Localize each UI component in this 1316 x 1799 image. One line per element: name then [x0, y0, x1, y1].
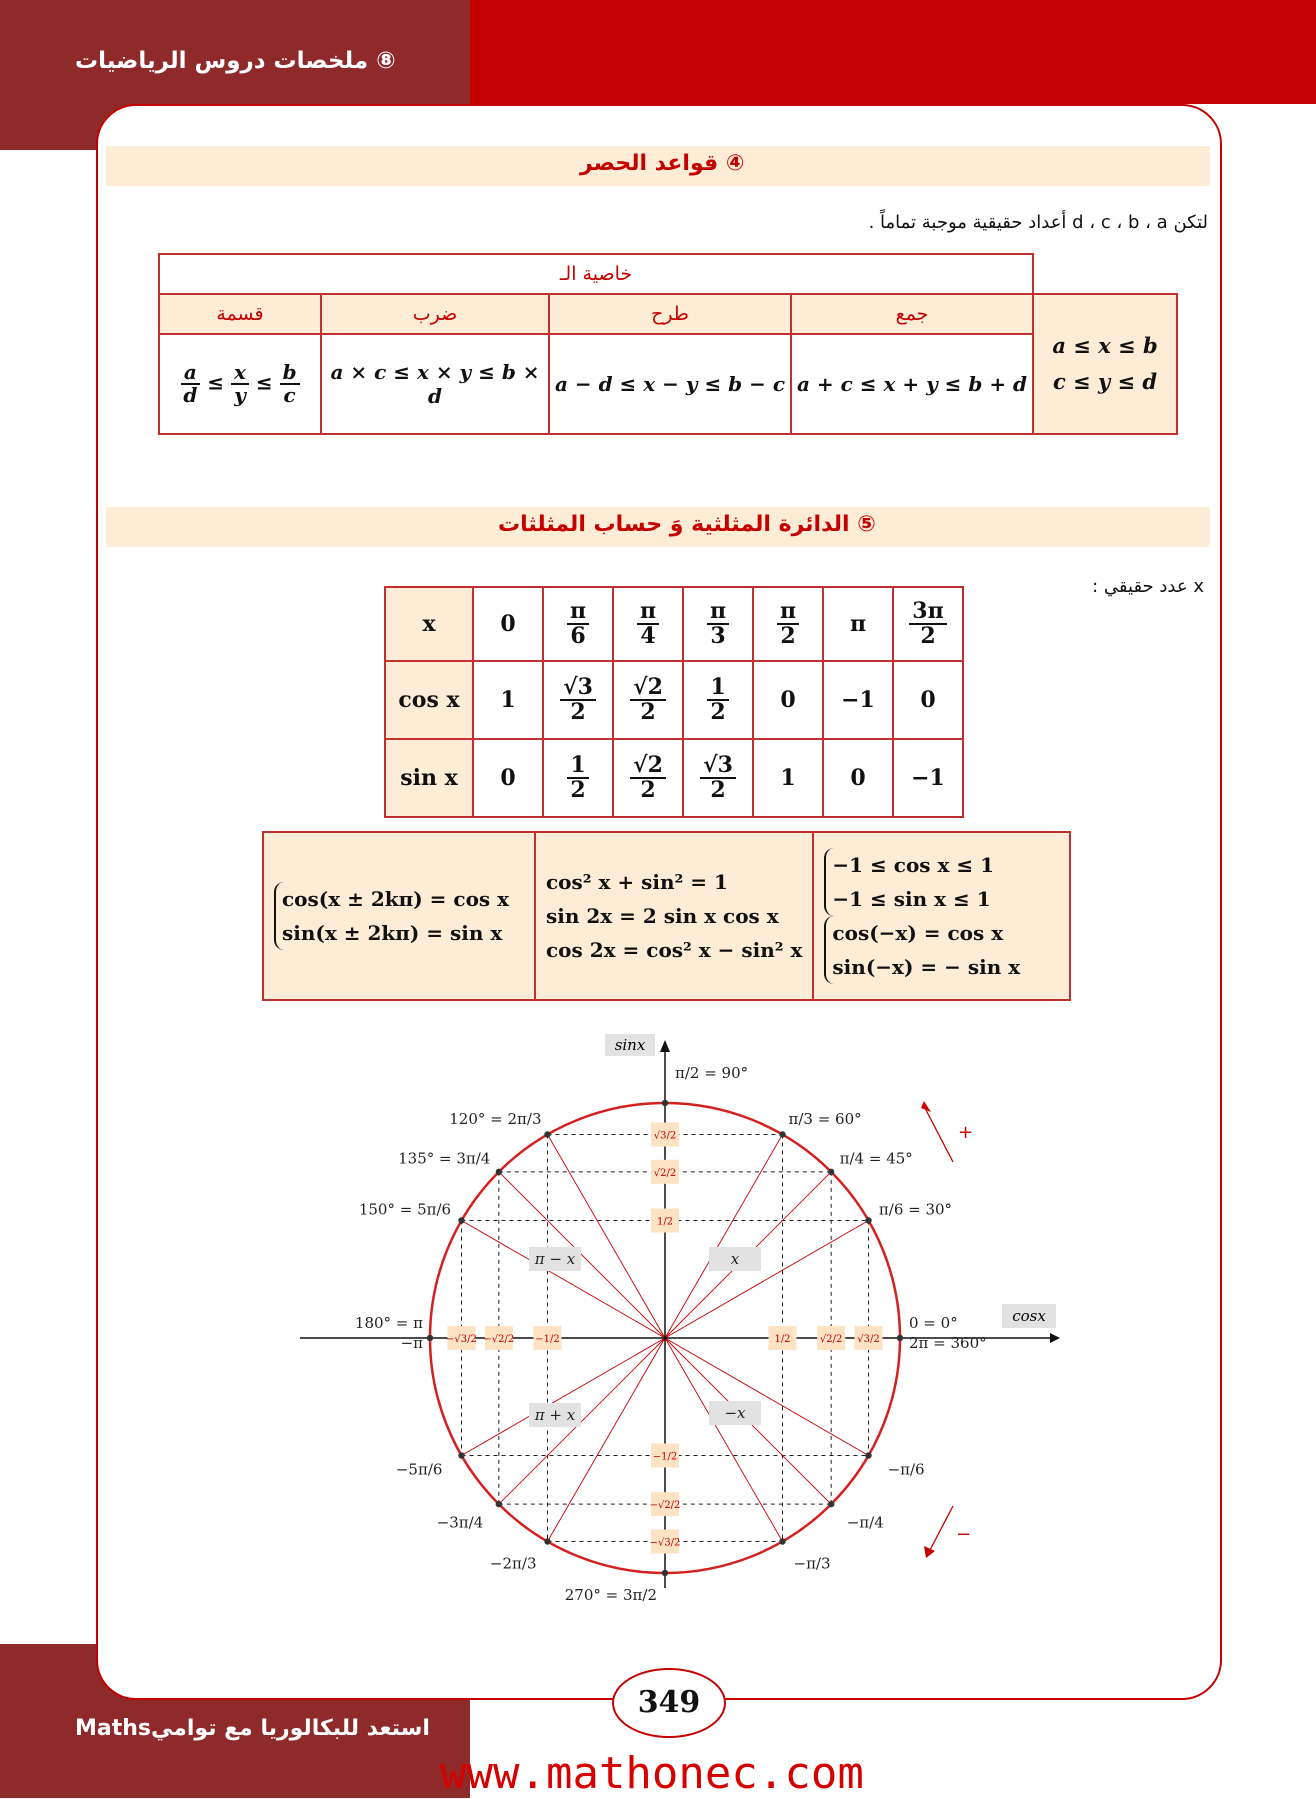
trig-cell-x-5: π — [823, 587, 893, 661]
tick-cos-pos-2: 1/2 — [774, 1334, 791, 1345]
plus-sign: + — [958, 1122, 974, 1143]
trig-cell-x-3: $\frac{\pi}{3}$ — [683, 587, 753, 661]
spoke-60 — [665, 1134, 783, 1338]
footer-slogan: استعد للبكالوريا مع تواميMaths — [75, 1716, 430, 1741]
trig-cell-x-6: $\frac{3\pi}{2}$ — [893, 587, 963, 661]
op-division: قسمة — [159, 294, 321, 334]
tick-sin-pos-2: 1/2 — [656, 1216, 674, 1228]
circle-point-150 — [458, 1217, 464, 1223]
label-bottom: 270° = 3π/2 — [564, 1586, 657, 1604]
op-difference: طرح — [549, 294, 791, 334]
row-label-x: x — [385, 587, 473, 661]
trig-cell-x-2: $\frac{\pi}{4}$ — [613, 587, 683, 661]
trig-cell-cos-5: −1 — [823, 661, 893, 739]
spoke-240 — [548, 1338, 666, 1542]
y-axis-arrow — [660, 1040, 670, 1052]
trig-values-table — [384, 586, 964, 818]
trig-cell-sin-1: $\frac{1}{2}$ — [543, 739, 613, 817]
op-product: ضرب — [321, 294, 549, 334]
periodicity-identities — [263, 832, 535, 1000]
bounds-caption: خاصية الـ — [159, 254, 1033, 294]
circle-point-0 — [897, 1335, 903, 1341]
minus-sign: − — [956, 1524, 972, 1545]
op-sum: جمع — [791, 294, 1033, 334]
circle-point-45 — [828, 1169, 834, 1175]
label-q4-1: −π/4 — [846, 1513, 884, 1532]
spoke-300 — [665, 1338, 783, 1542]
tick-sin-pos-0: √3/2 — [653, 1130, 677, 1142]
trig-cell-sin-6: −1 — [893, 739, 963, 817]
given-bounds — [1033, 294, 1177, 434]
trig-cell-x-1: $\frac{\pi}{6}$ — [543, 587, 613, 661]
bounds-table — [158, 253, 1178, 435]
circle-point-135 — [496, 1169, 502, 1175]
label-top: π/2 = 90° — [675, 1064, 749, 1082]
label-q1-0: π/3 = 60° — [788, 1110, 862, 1129]
label-q2-1: 135° = 3π/4 — [398, 1149, 491, 1168]
tick-cos-pos-1: √2/2 — [819, 1334, 843, 1345]
unit-circle-diagram — [290, 1028, 1070, 1628]
x-axis-arrow — [1050, 1333, 1060, 1343]
product-rule: a × c ≤ x × y ≤ b × d — [321, 334, 549, 434]
section4-intro: لتكن d ، c ، b ، a أعداد حقيقية موجبة تماماً . — [868, 212, 1208, 233]
tick-sin-neg-0: −√3/2 — [649, 1537, 681, 1549]
tick-sin-neg-1: −√2/2 — [649, 1500, 681, 1512]
double-angle-cos: cos 2x = cos² x − sin² x — [546, 938, 803, 962]
trig-cell-sin-5: 0 — [823, 739, 893, 817]
region-label-1: x — [730, 1250, 740, 1268]
double-angle-sin: sin 2x = 2 sin x cos x — [546, 904, 779, 928]
section5-intro: x عدد حقيقي : — [1092, 576, 1204, 597]
header-title: ⑧ ملخصات دروس الرياضيات — [75, 48, 396, 74]
bound-parity-identities — [813, 832, 1070, 1000]
given-y: c ≤ y ≤ d — [1052, 369, 1158, 394]
label-q2-2: 150° = 5π/6 — [358, 1200, 452, 1219]
spoke-225 — [499, 1338, 665, 1504]
identities-table — [262, 831, 1071, 1001]
row-label-cos: cos x — [385, 661, 473, 739]
circle-point-225 — [496, 1501, 502, 1507]
spoke-330 — [665, 1338, 869, 1456]
label-left-0: 180° = π — [354, 1314, 423, 1332]
tick-sin-pos-1: √2/2 — [653, 1167, 677, 1179]
label-q4-0: −π/6 — [887, 1460, 925, 1479]
region-label-2: π + x — [534, 1406, 576, 1424]
tick-cos-neg-2: −1/2 — [535, 1334, 560, 1345]
page-number: 349 — [612, 1668, 726, 1738]
trig-cell-sin-0: 0 — [473, 739, 543, 817]
cos-even: cos(−x) = cos x — [832, 921, 1004, 945]
spoke-30 — [665, 1221, 869, 1339]
cos-periodic: cos(x ± 2kπ) = cos x — [282, 887, 510, 911]
trig-cell-cos-6: 0 — [893, 661, 963, 739]
label-q3-1: −3π/4 — [436, 1513, 484, 1532]
trig-cell-sin-3: $\frac{√3}{2}$ — [683, 739, 753, 817]
cos-axis-label: cosx — [1012, 1307, 1046, 1325]
label-q1-2: π/6 = 30° — [878, 1200, 953, 1219]
region-label-0: π − x — [534, 1250, 576, 1268]
label-q4-2: −π/3 — [793, 1554, 831, 1573]
label-q3-0: −5π/6 — [395, 1460, 443, 1479]
pythagorean-identities — [535, 832, 813, 1000]
spoke-210 — [461, 1338, 665, 1456]
trig-cell-sin-2: $\frac{√2}{2}$ — [613, 739, 683, 817]
tick-sin-neg-2: −1/2 — [652, 1451, 678, 1463]
tick-cos-neg-1: −√2/2 — [483, 1334, 515, 1345]
trig-cell-cos-3: $\frac{1}{2}$ — [683, 661, 753, 739]
trig-cell-cos-4: 0 — [753, 661, 823, 739]
label-q1-1: π/4 = 45° — [839, 1149, 913, 1168]
given-x: a ≤ x ≤ b — [1052, 333, 1158, 358]
sin-axis-label: sinx — [614, 1036, 646, 1054]
circle-point-270 — [662, 1570, 668, 1576]
quotient-rule: $\frac{a}{d}$ ≤ $\frac{x}{y}$ ≤ $\frac{b}{c}$ — [159, 334, 321, 434]
direction-arrow-minus — [930, 1506, 953, 1550]
label-q3-2: −2π/3 — [489, 1554, 537, 1573]
sin-odd: sin(−x) = − sin x — [832, 955, 1021, 979]
header-right-band — [470, 0, 1316, 104]
spoke-135 — [499, 1172, 665, 1338]
trig-cell-cos-1: $\frac{√3}{2}$ — [543, 661, 613, 739]
circle-point-240 — [544, 1538, 550, 1544]
region-label-3: −x — [724, 1404, 746, 1422]
trig-cell-x-4: $\frac{\pi}{2}$ — [753, 587, 823, 661]
direction-arrow-plus — [926, 1110, 953, 1162]
trig-cell-cos-0: 1 — [473, 661, 543, 739]
sin-bound: −1 ≤ sin x ≤ 1 — [832, 887, 991, 911]
circle-point-60 — [779, 1131, 785, 1137]
trig-cell-cos-2: $\frac{√2}{2}$ — [613, 661, 683, 739]
label-right-1: 2π = 360° — [909, 1334, 987, 1352]
tick-cos-neg-0: −√3/2 — [446, 1334, 477, 1345]
circle-point-300 — [779, 1538, 785, 1544]
sin-periodic: sin(x ± 2kπ) = sin x — [282, 921, 503, 945]
direction-arrowhead-minus — [924, 1546, 935, 1558]
circle-point-30 — [865, 1217, 871, 1223]
circle-point-210 — [458, 1452, 464, 1458]
label-left-1: −π — [400, 1334, 423, 1352]
row-label-sin: sin x — [385, 739, 473, 817]
circle-point-90 — [662, 1100, 668, 1106]
difference-rule: a − d ≤ x − y ≤ b − c — [549, 334, 791, 434]
section5-title: ⑤ الدائرة المثلثية وَ حساب المثلثات — [498, 512, 876, 537]
label-right-0: 0 = 0° — [909, 1314, 958, 1332]
footer-url[interactable]: www.mathonec.com — [440, 1748, 864, 1799]
trig-cell-sin-4: 1 — [753, 739, 823, 817]
pythagorean: cos² x + sin² = 1 — [546, 870, 728, 894]
circle-point-330 — [865, 1452, 871, 1458]
section4-title: ④ قواعد الحصر — [580, 151, 745, 176]
spoke-120 — [548, 1134, 666, 1338]
sum-rule: a + c ≤ x + y ≤ b + d — [791, 334, 1033, 434]
circle-point-120 — [544, 1131, 550, 1137]
cos-bound: −1 ≤ cos x ≤ 1 — [832, 853, 995, 877]
spoke-150 — [461, 1221, 665, 1339]
trig-cell-x-0: 0 — [473, 587, 543, 661]
circle-point-315 — [828, 1501, 834, 1507]
label-q2-0: 120° = 2π/3 — [449, 1110, 542, 1129]
tick-cos-pos-0: √3/2 — [857, 1334, 880, 1345]
circle-point-180 — [427, 1335, 433, 1341]
